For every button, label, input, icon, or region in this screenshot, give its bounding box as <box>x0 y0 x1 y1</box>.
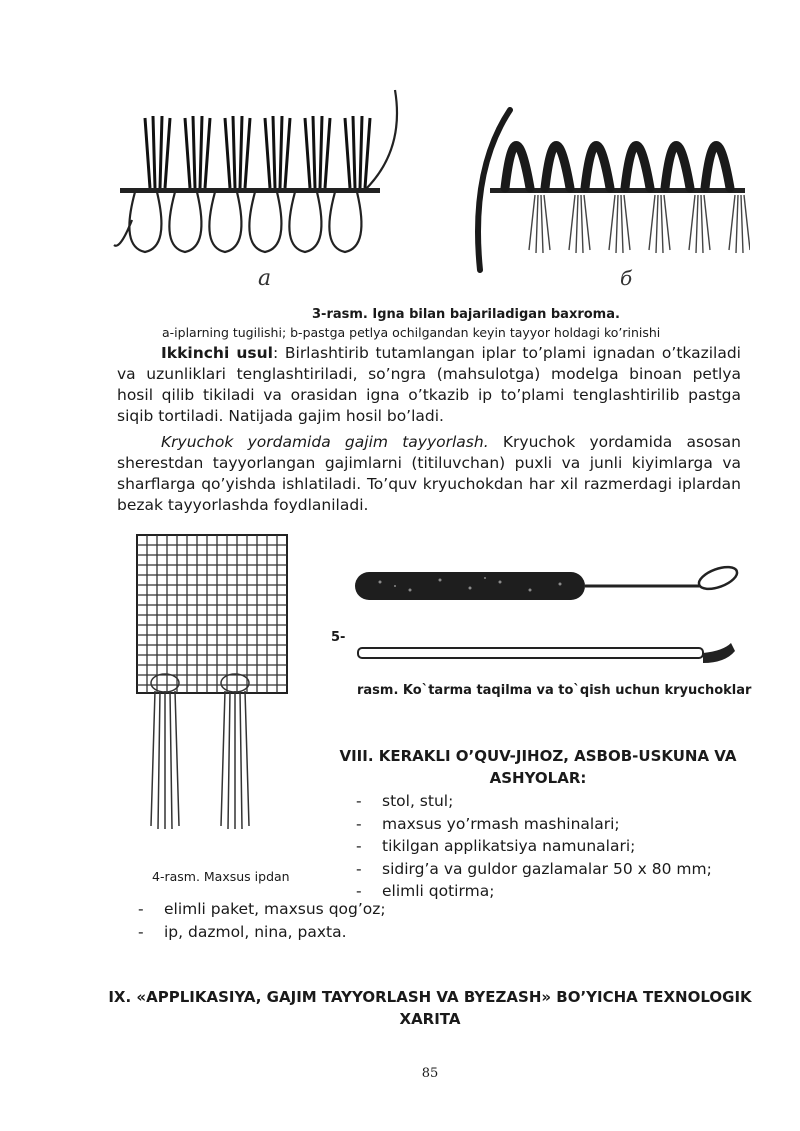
figure-5-number: 5- <box>331 630 346 645</box>
section-8-list-continued <box>138 898 386 943</box>
paragraph-text: Kryuchok yordamida asosan sherestdan tayyorlangan gajimlarni (titiluvchan) puxli va junli kiyimlarga va sharflarga qo’yishda ishlatiladi. To’quv kryuchokdan har xil razmerdagi iplardan bezak tayyorlashda foydlaniladi. <box>117 433 741 514</box>
paragraph-text: : Birlashtirib tutamlangan iplar to’plami ignadan o’tkaziladi va uzunliklari tenglashtiriladi, so’ngra (mahsulotga) modelga binoan petlya hosil qilib tikiladi va orasidan igna o’tkazib ip to’plami tenglashtirilib pastga siqib tortiladi. Natijada gajim hosil bo’ladi. <box>117 344 741 425</box>
paragraph-kryuchok <box>117 432 741 516</box>
figure-5-caption: rasm. Ko`tarma taqilma va to`qish uchun kryuchoklar <box>357 683 752 698</box>
figure-3-caption-sub: a-iplarning tugilishi; b-pastga petlya ochilgandan keyin tayyor holdagi ko’rinishi <box>162 325 661 340</box>
figure-3-illustration <box>110 80 750 300</box>
list-item: - maxsus yo’rmash mashinalari; <box>356 814 620 833</box>
figure-4-illustration <box>135 533 295 833</box>
section-9-title-line1: IX. «APPLIKASIYA, GAJIM TAYYORLASH VA BYEZASH» BO’YICHA TEXNOLOGIK <box>108 988 752 1006</box>
figure-5-illustration <box>340 560 750 680</box>
paragraph-lead: Ikkinchi usul <box>161 344 273 362</box>
section-9-title <box>100 986 760 1030</box>
list-item: - sidirg’a va guldor gazlamalar 50 x 80 mm; <box>356 859 712 878</box>
list-item: - stol, stul; <box>356 792 454 810</box>
section-8-list <box>356 790 712 903</box>
page-number: 85 <box>421 1066 439 1081</box>
hook-handle <box>355 572 585 600</box>
figure-3-caption-title: 3-rasm. Igna bilan bajariladigan baxroma. <box>312 307 620 322</box>
paragraph-ikkinchi-usul <box>117 343 741 427</box>
hook-shaft <box>358 648 703 658</box>
list-item: - elimli qotirma; <box>356 882 495 900</box>
figure-4-caption: 4-rasm. Maxsus ipdan <box>152 869 290 884</box>
list-item: - ip, dazmol, nina, paxta. <box>138 922 347 941</box>
section-8-title-line1: VIII. KERAKLI O’QUV-JIHOZ, ASBOB-USKUNA VA <box>339 747 737 765</box>
section-8-title <box>338 745 738 789</box>
figure-3-label-a: a <box>258 266 272 291</box>
section-9-title-line2: XARITA <box>399 1010 461 1028</box>
section-8-title-line2: ASHYOLAR: <box>489 769 587 787</box>
tassels-4 <box>151 674 249 829</box>
tassel-group-a <box>145 116 370 188</box>
list-item: - elimli paket, maxsus qog’oz; <box>138 900 386 918</box>
tassels-b <box>529 195 750 253</box>
paragraph-lead: Kryuchok yordamida gajim tayyorlash. <box>161 433 489 451</box>
figure-3-label-b: б <box>620 266 633 290</box>
list-item: - tikilgan applikatsiya namunalari; <box>356 837 636 855</box>
